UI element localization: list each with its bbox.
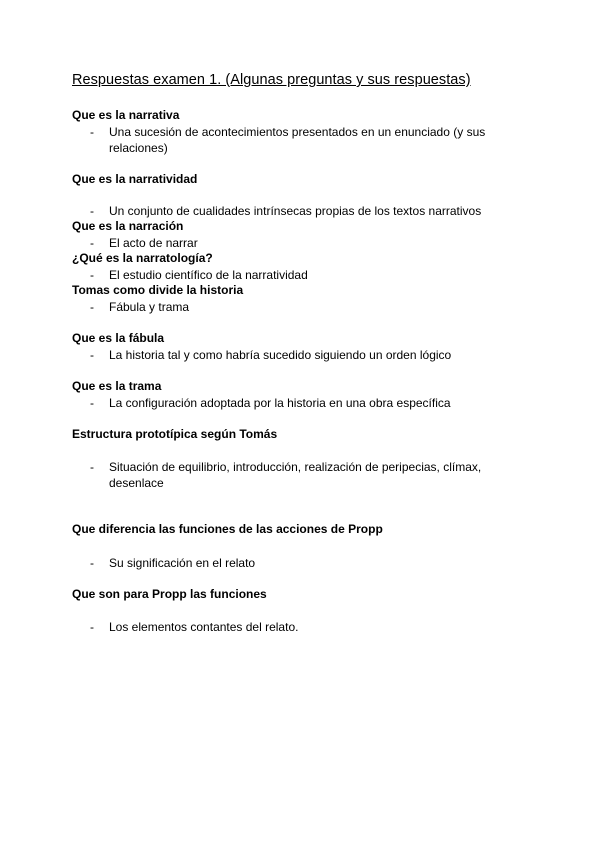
answer-text: Su significación en el relato: [109, 556, 256, 570]
answer-text: El acto de narrar: [109, 236, 198, 250]
answer-text: Un conjunto de cualidades intrínsecas propias de los textos narrativos: [109, 204, 482, 218]
question-heading: ¿Qué es la narratología?: [72, 251, 213, 265]
bullet-dash: -: [90, 556, 94, 570]
answer-text: Situación de equilibrio, introducción, realización de peripecias, clímax, desenlace: [109, 460, 482, 490]
bullet-dash: -: [90, 396, 94, 410]
answer-text: Una sucesión de acontecimientos presentados en un enunciado (y sus relaciones): [109, 125, 486, 155]
answer-item: [72, 267, 512, 283]
answer-item: [72, 299, 512, 315]
question-heading: Estructura prototípica según Tomás: [72, 427, 278, 441]
bullet-dash: -: [90, 268, 94, 282]
answer-item: [72, 124, 512, 156]
answer-item: [72, 347, 512, 363]
answer-text: El estudio científico de la narratividad: [109, 268, 308, 282]
answer-item: [72, 619, 512, 635]
answer-text: La configuración adoptada por la historia en una obra específica: [109, 396, 451, 410]
bullet-dash: -: [90, 620, 94, 634]
bullet-dash: -: [90, 348, 94, 362]
question-heading: Que es la narratividad: [72, 172, 198, 186]
question-heading: Tomas como divide la historia: [72, 283, 244, 297]
answer-text: Los elementos contantes del relato.: [109, 620, 299, 634]
answer-item: [72, 555, 512, 571]
answer-item: [72, 459, 512, 491]
answer-text: Fábula y trama: [109, 300, 190, 314]
bullet-dash: -: [90, 125, 94, 139]
bullet-dash: -: [90, 236, 94, 250]
bullet-dash: -: [90, 460, 94, 474]
bullet-dash: -: [90, 204, 94, 218]
question-heading: Que es la fábula: [72, 331, 165, 345]
answer-item: [72, 235, 512, 251]
question-heading: Que es la narrativa: [72, 108, 180, 122]
question-heading: Que es la narración: [72, 219, 184, 233]
question-heading: Que son para Propp las funciones: [72, 587, 267, 601]
question-heading: Que es la trama: [72, 379, 162, 393]
bullet-dash: -: [90, 300, 94, 314]
answer-text: La historia tal y como habría sucedido siguiendo un orden lógico: [109, 348, 452, 362]
answer-item: [72, 395, 512, 411]
answer-item: [72, 203, 512, 219]
document-title: Respuestas examen 1. (Algunas preguntas y sus respuestas): [72, 72, 471, 88]
question-heading: Que diferencia las funciones de las acciones de Propp: [72, 522, 383, 536]
